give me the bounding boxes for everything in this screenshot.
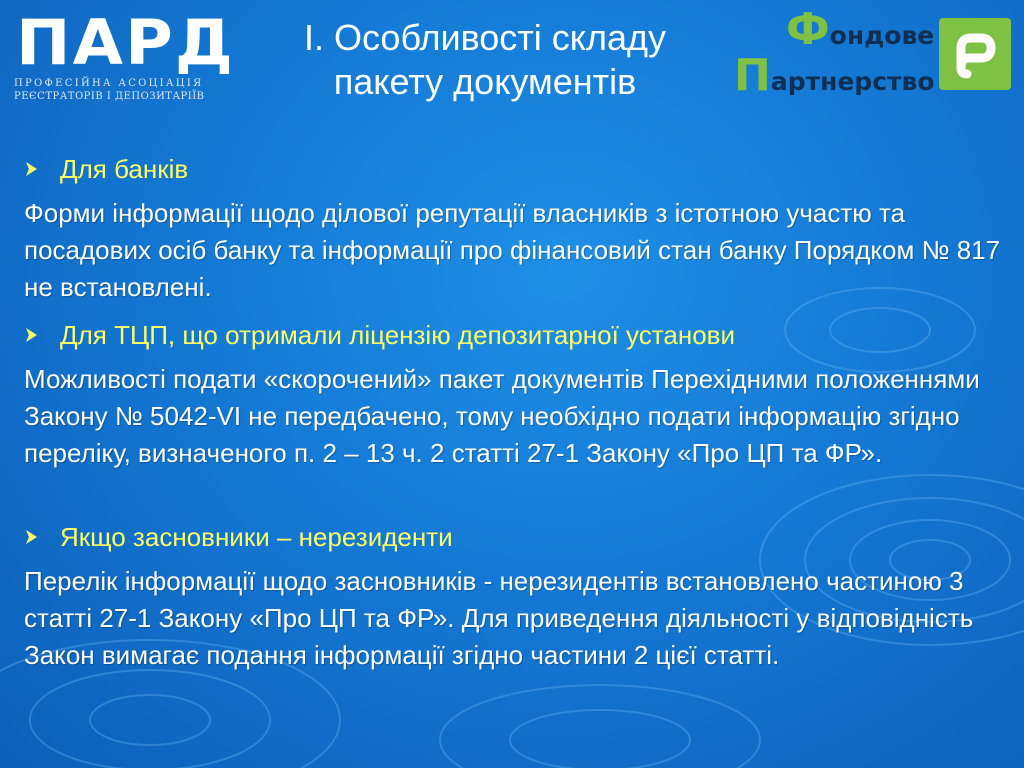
paragraph-tcp: Можливості подати «скорочений» пакет документів Перехідними положеннями Закону № 5042-VI не передбачено, тому необхідно подати інформацію згідно переліку, визначеного п. 2 – 13 ч. 2 статті 27-1 Закону «Про ЦП та ФР». (24, 364, 980, 468)
heading-banks: Для банків (60, 154, 189, 184)
slide-title-line1: І. Особливості складу (304, 17, 666, 58)
bullet-nonresidents (24, 517, 453, 557)
slide-title-line2: пакету документів (333, 61, 637, 102)
arrow-bullet-icon (24, 529, 38, 545)
logo-initial-f: Ф (786, 4, 830, 55)
arrow-bullet-icon (24, 161, 38, 177)
heading-nonresidents: Якщо засновники – нерезиденти (60, 522, 453, 552)
logo-text-artnerstvo: артнерство (770, 67, 935, 96)
logo-text-ondove: ондове (829, 21, 935, 50)
bullet-banks (24, 149, 188, 189)
bullet-tcp (24, 315, 735, 355)
paragraph-nonresidents: Перелік інформації щодо засновників - нерезидентів встановлено частиною 3 статті 27-1 Закону «Про ЦП та ФР». Для приведення діяльності у відповідність Закон вимагає подання інформації згідно частини 2 цієї статті. (24, 566, 974, 670)
logo-initial-p: П (734, 50, 771, 101)
heading-tcp: Для ТЦП, що отримали ліцензію депозитарної установи (60, 320, 735, 350)
paragraph-banks: Форми інформації щодо ділової репутації власників з істотною участю та посадових осіб банку та інформації про фінансовий стан банку Порядком № 817 не встановлені. (24, 198, 1001, 302)
pard-logo-subtitle-line2: РЕЄСТРАТОРІВ І ДЕПОЗИТАРІЇВ (14, 91, 205, 102)
arrow-bullet-icon (24, 327, 38, 343)
pard-logo-word: ПАРД (16, 6, 235, 79)
pard-logo-subtitle-line1: ПРОФЕСІЙНА АСОЦІАЦІЯ (14, 78, 204, 89)
